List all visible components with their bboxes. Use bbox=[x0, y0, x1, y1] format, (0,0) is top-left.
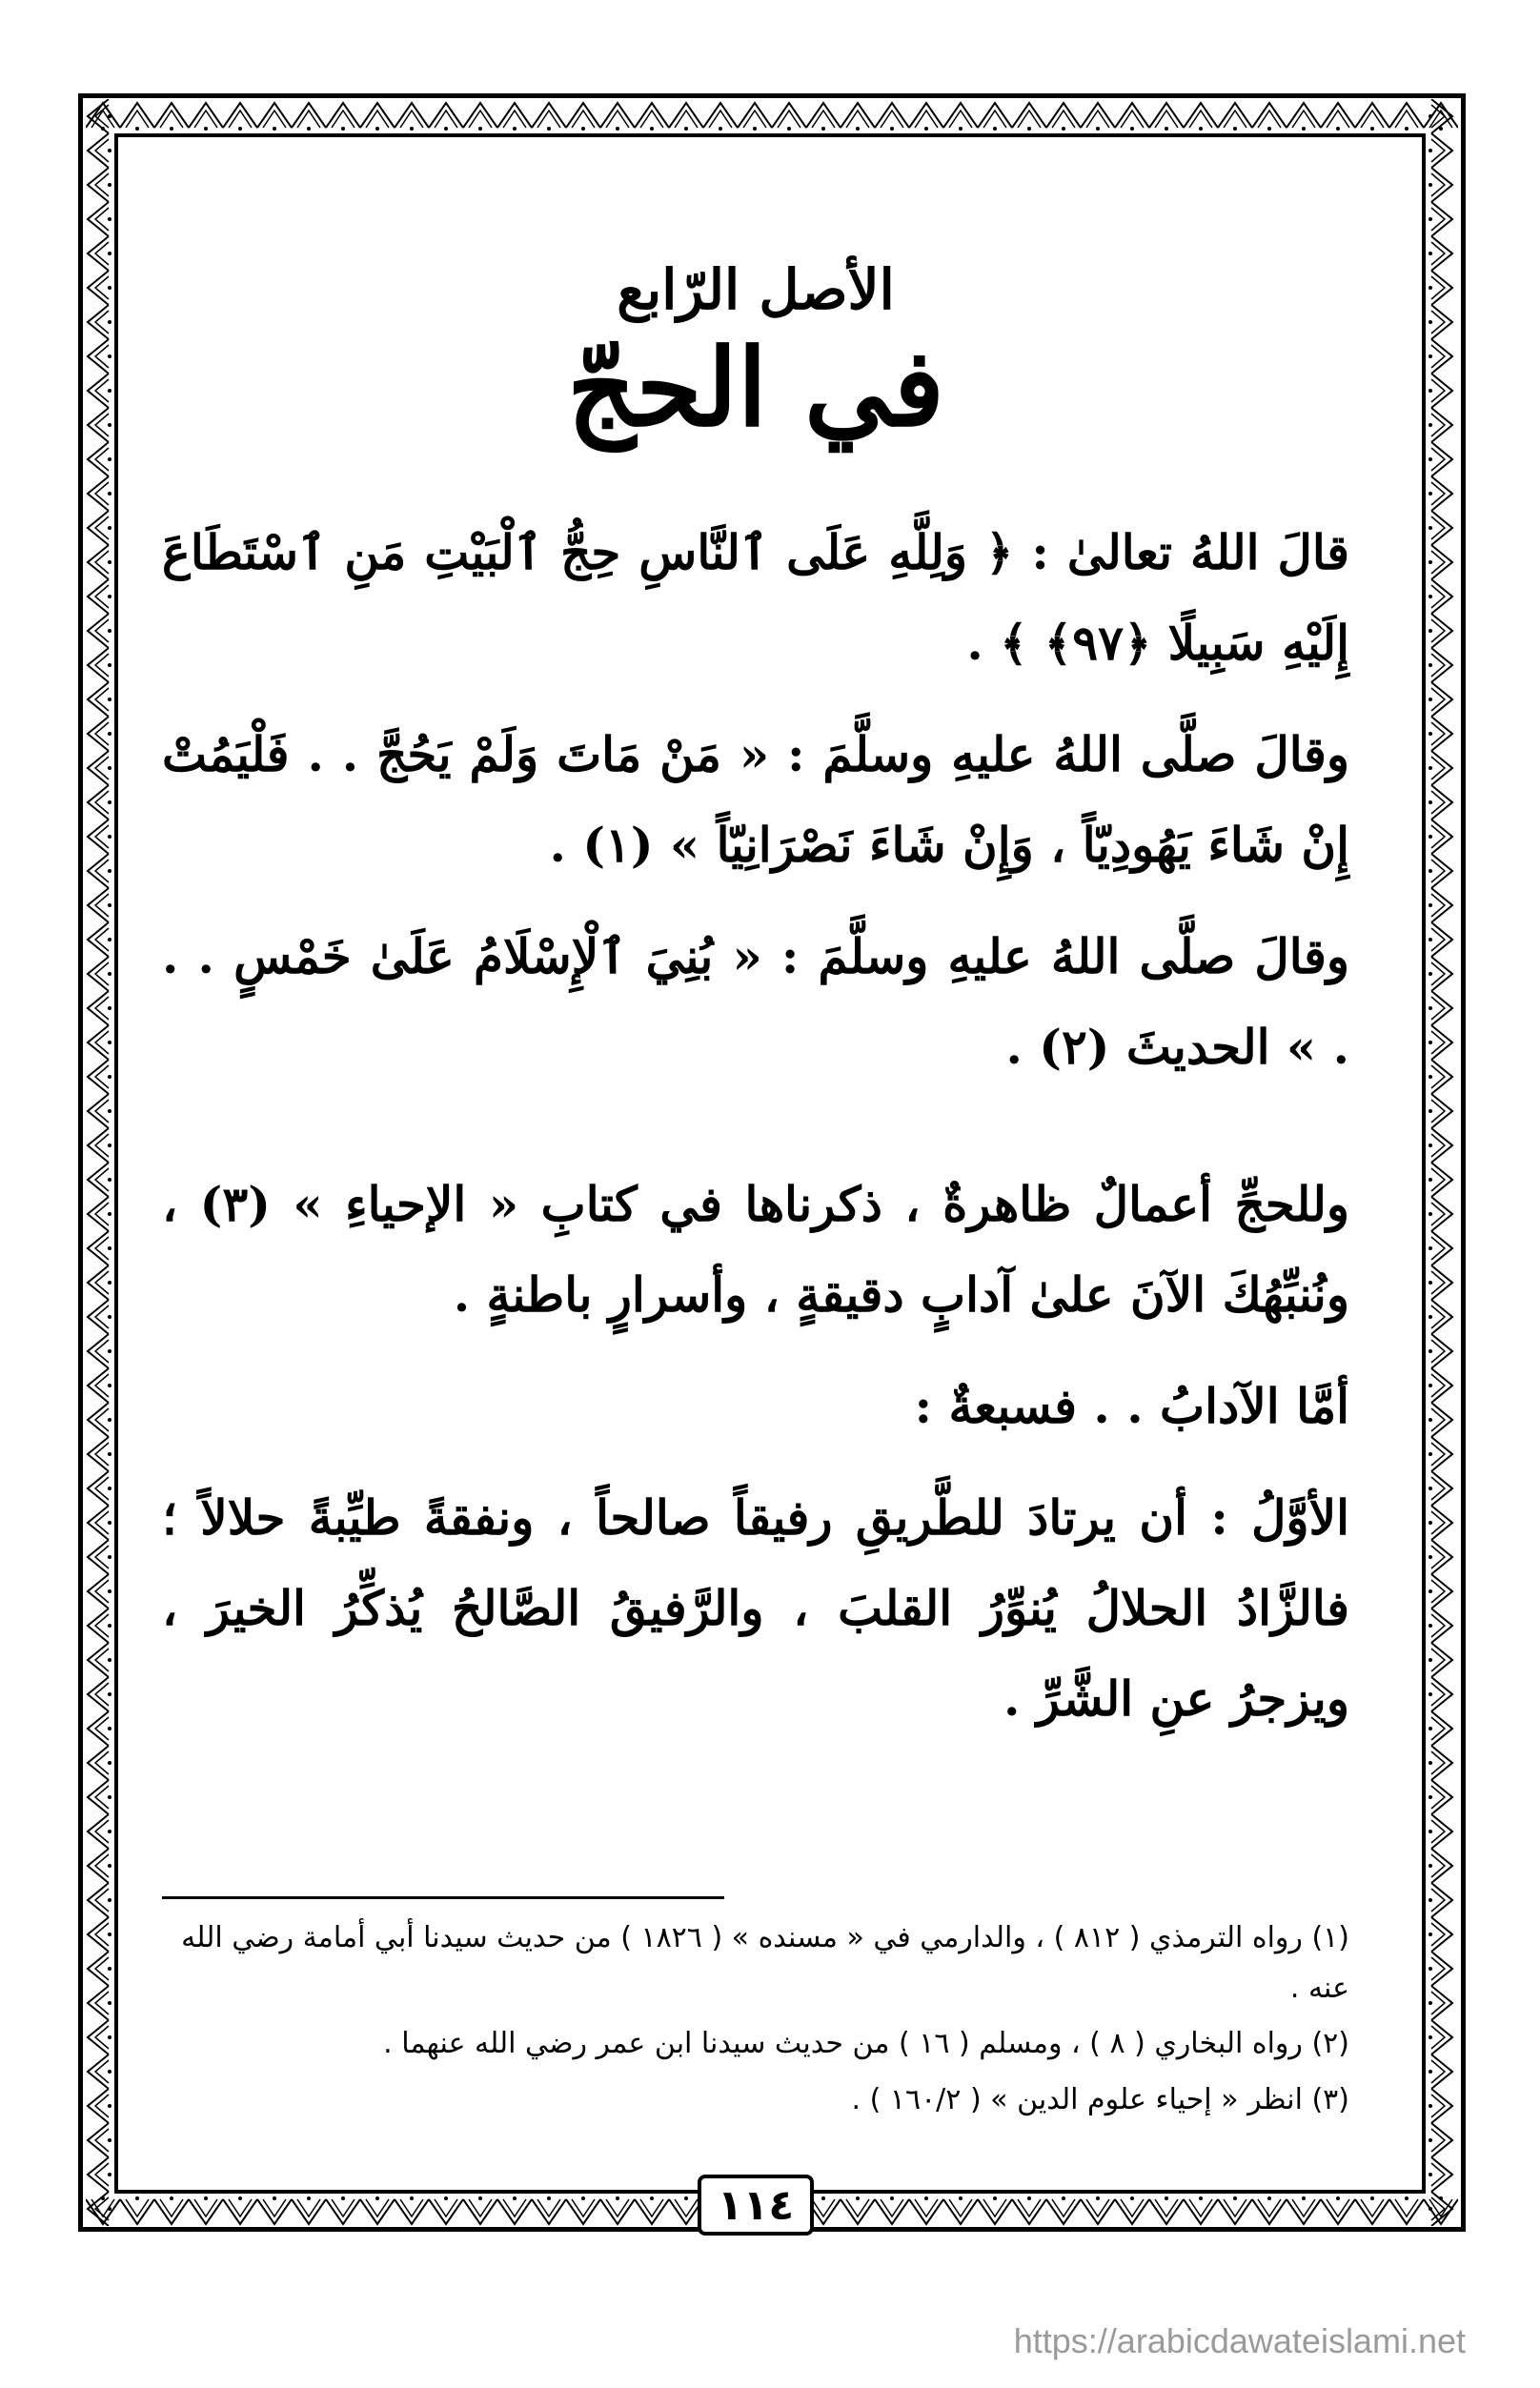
quran-verse-paragraph: قالَ اللهُ تعالىٰ : ﴿ وَلِلَّهِ عَلَى ٱلنَّاسِ حِجُّ ٱلْبَيْتِ مَنِ ٱسْتَطَاعَ إِلَيْهِ سَبِيلًا ﴿٩٧﴾ ﴾ . bbox=[162, 524, 1349, 672]
footnote-1: (١) رواه الترمذي ( ٨١٢ ) ، والدارمي في « مسنده » ( ١٨٢٦ ) من حديث سيدنا أبي أمامة رضي الله عنه . bbox=[181, 1921, 1349, 2005]
zigzag-ornament-icon bbox=[86, 99, 1458, 132]
hadith-paragraph-2: وقالَ صلَّى اللهُ عليهِ وسلَّمَ : « بُنِيَ ٱلْإِسْلَامُ عَلَىٰ خَمْسٍ . . . » الحديثَ (٢) . bbox=[162, 928, 1349, 1076]
body-paragraph-intro: وللحجِّ أعمالٌ ظاهرةٌ ، ذكرناها في كتابِ « الإحياءِ » (٣) ، ونُنبِّهُكَ الآنَ علىٰ آدابٍ دقيقةٍ ، وأسرارٍ باطنةٍ . bbox=[162, 1176, 1349, 1324]
hadith-paragraph-1: وقالَ صلَّى اللهُ عليهِ وسلَّمَ : « مَنْ مَاتَ وَلَمْ يَحُجَّ . . فَلْيَمُتْ إِنْ شَاءَ يَهُودِيّاً ، وَإِنْ شَاءَ نَصْرَانِيّاً » (١) . bbox=[162, 726, 1349, 874]
footnotes bbox=[162, 1913, 1349, 2131]
body-paragraph-first: الأوَّلُ : أن يرتادَ للطَّريقِ رفيقاً صالحاً ، ونفقةً طيِّبةً حلالاً ؛ فالزَّادُ الحلالُ يُنوِّرُ القلبَ ، والرَّفيقُ الصَّالحُ يُذكِّرُ الخيرَ ، ويزجرُ عنِ الشَّرِّ . bbox=[162, 1489, 1349, 1728]
border-ornament-top bbox=[86, 99, 1458, 132]
watermark-url: https://arabicdawateislami.net bbox=[1013, 2321, 1466, 2360]
page-number: ١١٤ bbox=[698, 2175, 814, 2236]
section-title: في الحجّ bbox=[567, 325, 944, 451]
page-body bbox=[162, 257, 1349, 1765]
border-ornament-left bbox=[84, 99, 112, 2226]
footnote-3: (٣) انظر « إحياء علوم الدين » ( ١٦٠/٢ ) . bbox=[851, 2082, 1349, 2116]
zigzag-ornament-icon bbox=[84, 99, 112, 2226]
border-ornament-right bbox=[1428, 99, 1456, 2226]
zigzag-ornament-icon bbox=[1428, 99, 1456, 2226]
footnote-divider bbox=[162, 1896, 724, 1899]
section-label: الأصل الرّابع bbox=[617, 257, 895, 322]
body-paragraph-manners: أمَّا الآدابُ . . فسبعةٌ : bbox=[914, 1378, 1349, 1435]
footnote-2: (٢) رواه البخاري ( ٨ ) ، ومسلم ( ١٦ ) من حديث سيدنا ابن عمر رضي الله عنهما . bbox=[383, 2027, 1349, 2060]
